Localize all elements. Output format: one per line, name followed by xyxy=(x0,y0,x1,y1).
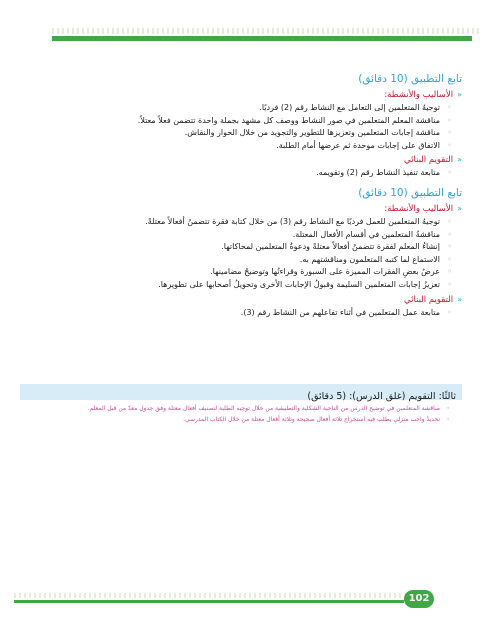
list-item-text: مناقشة المتعلمين في توضيح الدرس من الناحية الشكلية والتطبيقية من خلال توجيه الطلبة لتصنيف أفعال معتلة وفق جدول معدّ من قبل المعلم. xyxy=(87,405,440,412)
bullet-icon: ◦ xyxy=(447,216,452,226)
list-item xyxy=(22,279,452,292)
bullet-icon: ◦ xyxy=(447,103,452,112)
list-item-text: متابعة تنفيذ النشاط رقم (2) وتقويمه. xyxy=(316,168,440,178)
closing-list xyxy=(28,404,460,425)
list-item-text: تعزيزُ إجابات المتعلمين السليمة وقبولُ الإجابات الأخرى وتحويلُ أصحابها على تطويرها. xyxy=(158,279,440,289)
list-item-text: عرضُ بعضِ الفقرات المميزة على السبورة وقراءتُها وتوضيحُ مضامينها. xyxy=(210,267,440,277)
bullet-icon: ◦ xyxy=(447,279,452,289)
assessment-title-1 xyxy=(22,154,462,166)
chevron-icon: « xyxy=(457,90,462,99)
section-heading-1: تابع التطبيق (10 دقائق) xyxy=(358,73,462,85)
list-item xyxy=(22,241,452,254)
bullet-icon: ◦ xyxy=(447,115,452,125)
page-number: 102 xyxy=(404,590,434,608)
bullet-icon: ◦ xyxy=(447,267,452,277)
list-item xyxy=(22,216,452,229)
chevron-icon: « xyxy=(457,294,462,304)
list-item-text: مناقشةُ المتعلمين في أقسام الأفعال المعتلة. xyxy=(292,229,440,239)
section-heading-2: تابع التطبيق (10 دقائق) xyxy=(358,186,462,199)
bullet-icon: ◦ xyxy=(447,242,452,252)
methods-title-2 xyxy=(22,203,462,215)
top-rule xyxy=(52,36,472,41)
lesson-close-content xyxy=(28,404,460,425)
list-item-text: توجيهُ المتعلمين للعمل فرديًا مع النشاط رقم (3) من خلال كتابة فقرة تتضمنُ أفعالاً معتلةً. xyxy=(145,216,440,226)
list-item xyxy=(22,140,452,153)
bullet-icon: ◦ xyxy=(447,229,452,239)
list-item-text: إنشاءُ المعلم لفقرة تتضمنُ أفعالاً معتلةً ودعوةُ المتعلمين لمحاكاتها. xyxy=(221,242,440,252)
list-item xyxy=(22,127,452,140)
list-item xyxy=(22,307,452,320)
methods-title-text: الأساليب والأنشطة: xyxy=(384,203,454,214)
list-item-text: توجيهُ المتعلمين إلى التعامل مع النشاط رقم (2) فرديًا. xyxy=(259,103,440,112)
bullet-icon: ◦ xyxy=(447,307,452,317)
bullet-icon: ◦ xyxy=(447,140,452,150)
chevron-icon: « xyxy=(457,203,462,213)
list-item xyxy=(22,167,452,180)
list-item xyxy=(22,102,452,115)
assessment-title-2 xyxy=(22,294,462,306)
bullet-icon: ◦ xyxy=(447,128,452,138)
lesson-content xyxy=(22,66,462,319)
lesson-close-title: ثالثًا: التقويم (غلق الدرس): (5 دقائق) xyxy=(307,391,456,402)
bullet-icon: ◦ xyxy=(447,254,452,264)
list-item xyxy=(28,415,450,426)
top-decoration xyxy=(52,28,482,34)
bullet-icon: ◦ xyxy=(447,168,452,178)
methods-title-text: الأساليب والأنشطة: xyxy=(384,90,454,100)
list-item-text: الاتفاق على إجابات موحدة ثم عرضها أمام الطلبة. xyxy=(276,140,440,150)
list-item xyxy=(28,404,450,415)
bottom-decoration xyxy=(14,593,409,598)
bottom-rule xyxy=(14,600,404,603)
list-item xyxy=(22,254,452,267)
assessment-title-text: التقويم البنائي xyxy=(404,155,454,166)
list-item xyxy=(22,115,452,128)
assessment-list-2 xyxy=(22,307,462,320)
list-item-text: الاستماع لما كتبه المتعلمون ومناقشتهم به. xyxy=(299,254,440,264)
methods-list-2 xyxy=(22,216,462,292)
list-item-text: تحديدُ واجب منزلي يطلب فيه استخراج ثلاثة أفعال صحيحة وثلاثة أفعال معتلة من خلال الكتاب المدرسي. xyxy=(183,415,440,423)
chevron-icon: « xyxy=(457,155,462,165)
list-item-text: متابعة عمل المتعلمين في أثناء تفاعلهم من النشاط رقم (3). xyxy=(240,307,440,317)
bullet-icon: ◦ xyxy=(446,415,450,423)
list-item-text: مناقشة المعلم المتعلمين في صور النشاط ووصف كل مشهد بجملة واحدة تتضمن فعلاً معتلاً. xyxy=(137,115,440,125)
list-item-text: مناقشة إجابات المتعلمين وتعزيزها للتطوير والتجويد من خلال الحوار والنقاش. xyxy=(184,128,440,138)
lesson-close-heading xyxy=(20,384,462,400)
bullet-icon: ◦ xyxy=(446,405,450,412)
list-item xyxy=(22,266,452,279)
assessment-title-text: التقويم البنائي xyxy=(404,294,454,305)
methods-list-1 xyxy=(22,102,462,152)
list-item xyxy=(22,229,452,242)
assessment-list-1 xyxy=(22,167,462,180)
methods-title-1 xyxy=(22,89,462,101)
